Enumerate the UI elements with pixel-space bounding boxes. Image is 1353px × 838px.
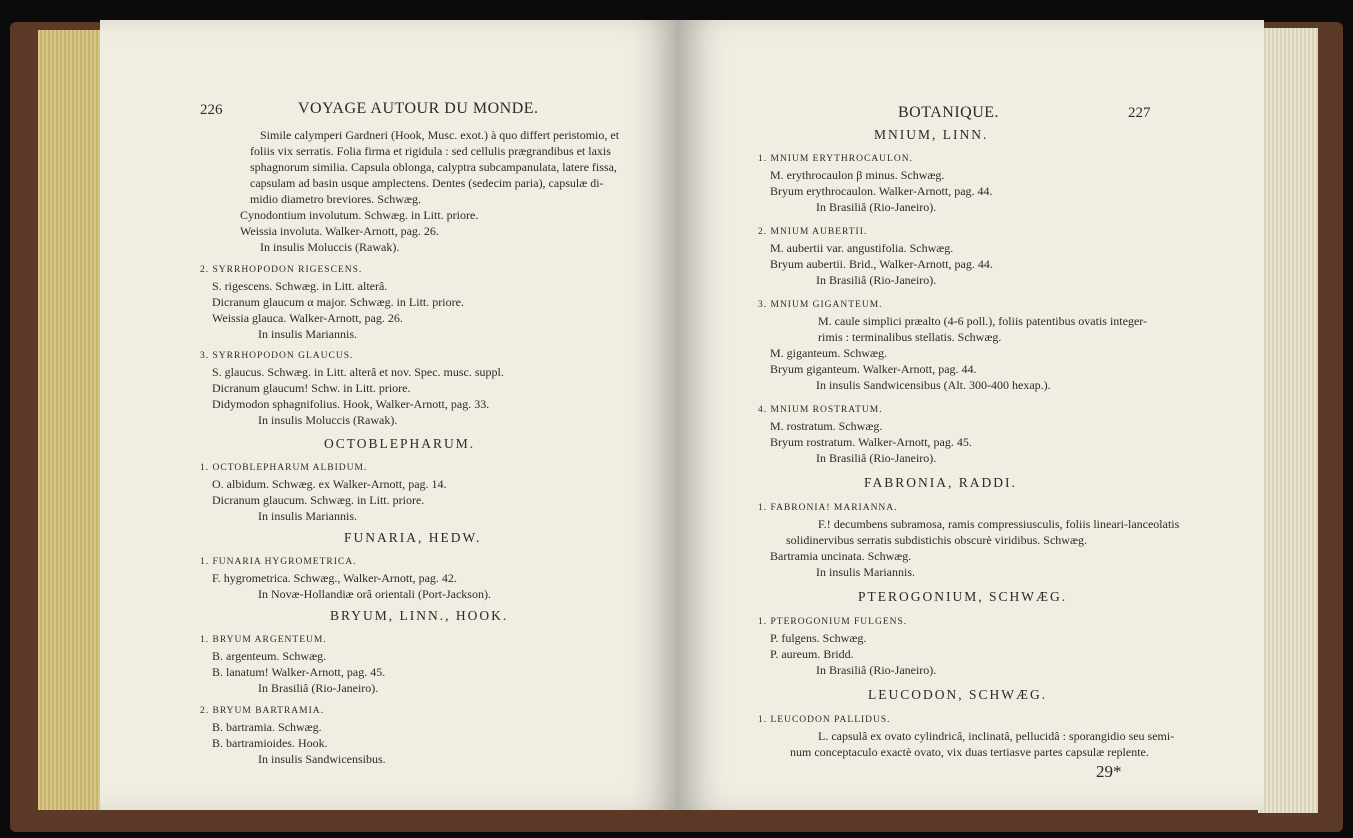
text-line: Cynodontium involutum. Schwæg. in Litt. priore. <box>240 208 479 222</box>
text-line: In insulis Moluccis (Rawak). <box>260 240 400 254</box>
signature-mark: 29* <box>1096 762 1122 781</box>
text-line: B. bartramioides. Hook. <box>212 736 328 750</box>
entry-heading: 3. SYRRHOPODON GLAUCUS. <box>200 351 354 361</box>
text-line: S. glaucus. Schwæg. in Litt. alterâ et nov. Spec. musc. suppl. <box>212 365 504 379</box>
text-line: foliis vix serratis. Folia firma et rigidula : sed cellulis prægrandibus et laxis <box>250 144 611 158</box>
section-title: BRYUM, LINN., HOOK. <box>330 608 509 623</box>
text-line: M. erythrocaulon β minus. Schwæg. <box>770 168 945 182</box>
left-page <box>100 20 678 810</box>
text-line: M. rostratum. Schwæg. <box>770 419 883 433</box>
entry-heading: 1. FABRONIA! MARIANNA. <box>758 503 898 513</box>
text-line: num conceptaculo exactè ovato, vix duas tertiasve partes capsulæ replente. <box>790 745 1149 759</box>
section-title: MNIUM, LINN. <box>874 127 989 142</box>
entry-heading: 1. OCTOBLEPHARUM ALBIDUM. <box>200 463 368 473</box>
text-line: Bryum giganteum. Walker-Arnott, pag. 44. <box>770 362 977 376</box>
text-line: solidinervibus serratis subdistichis obscurè viridibus. Schwæg. <box>786 533 1087 547</box>
page-number: 227 <box>1128 105 1151 121</box>
text-line: S. rigescens. Schwæg. in Litt. alterâ. <box>212 279 388 293</box>
section-title: FABRONIA, RADDI. <box>864 475 1017 490</box>
text-line: Bartramia uncinata. Schwæg. <box>770 549 912 563</box>
text-line: Simile calymperi Gardneri (Hook, Musc. exot.) à quo differt peristomio, et <box>260 128 620 142</box>
page-edges-right <box>1258 28 1318 813</box>
entry-heading: 4. MNIUM ROSTRATUM. <box>758 405 883 415</box>
page-number: 226 <box>200 102 223 118</box>
text-line: In Brasiliâ (Rio-Janeiro). <box>816 200 937 214</box>
text-line: P. fulgens. Schwæg. <box>770 631 867 645</box>
entry-heading: 1. PTEROGONIUM FULGENS. <box>758 617 908 627</box>
text-line: P. aureum. Bridd. <box>770 647 854 661</box>
section-title: OCTOBLEPHARUM. <box>324 436 476 451</box>
entry-heading: 2. SYRRHOPODON RIGESCENS. <box>200 265 363 275</box>
text-line: In insulis Mariannis. <box>816 565 915 579</box>
entry-heading: 1. BRYUM ARGENTEUM. <box>200 635 327 645</box>
text-line: In insulis Sandwicensibus (Alt. 300-400 hexap.). <box>816 378 1051 392</box>
text-line: In Brasiliâ (Rio-Janeiro). <box>816 273 937 287</box>
text-line: Dicranum glaucum. Schwæg. in Litt. priore. <box>212 493 425 507</box>
text-line: In insulis Moluccis (Rawak). <box>258 413 398 427</box>
text-line: Bryum rostratum. Walker-Arnott, pag. 45. <box>770 435 972 449</box>
text-line: Weissia involuta. Walker-Arnott, pag. 26. <box>240 224 439 238</box>
text-line: sphagnorum similia. Capsula oblonga, calyptra subcampanulata, latere fissa, <box>250 160 617 174</box>
text-line: In Novæ-Hollandiæ orâ orientali (Port-Jackson). <box>258 587 491 601</box>
text-line: In insulis Sandwicensibus. <box>258 752 386 766</box>
entry-heading: 2. MNIUM AUBERTII. <box>758 227 868 237</box>
text-line: M. giganteum. Schwæg. <box>770 346 887 360</box>
entry-heading: 1. LEUCODON PALLIDUS. <box>758 715 891 725</box>
text-line: F.! decumbens subramosa, ramis compressiusculis, foliis lineari-lanceolatis <box>818 517 1180 531</box>
text-line: In insulis Mariannis. <box>258 509 357 523</box>
running-header: VOYAGE AUTOUR DU MONDE. <box>298 100 539 117</box>
right-page <box>678 20 1264 810</box>
text-line: B. bartramia. Schwæg. <box>212 720 322 734</box>
text-line: Bryum erythrocaulon. Walker-Arnott, pag. 44. <box>770 184 993 198</box>
text-line: In Brasiliâ (Rio-Janeiro). <box>258 681 379 695</box>
text-line: B. argenteum. Schwæg. <box>212 649 327 663</box>
text-line: Didymodon sphagnifolius. Hook, Walker-Arnott, pag. 33. <box>212 397 490 411</box>
section-title: LEUCODON, SCHWÆG. <box>868 687 1048 702</box>
text-line: Bryum aubertii. Brid., Walker-Arnott, pag. 44. <box>770 257 993 271</box>
text-line: Weissia glauca. Walker-Arnott, pag. 26. <box>212 311 403 325</box>
text-line: O. albidum. Schwæg. ex Walker-Arnott, pag. 14. <box>212 477 447 491</box>
text-line: M. aubertii var. angustifolia. Schwæg. <box>770 241 954 255</box>
text-line: F. hygrometrica. Schwæg., Walker-Arnott, pag. 42. <box>212 571 457 585</box>
text-line: capsulam ad basin usque amplectens. Dentes (sedecim paria), capsulæ di- <box>250 176 604 190</box>
text-line: In Brasiliâ (Rio-Janeiro). <box>816 663 937 677</box>
entry-heading: 3. MNIUM GIGANTEUM. <box>758 300 883 310</box>
text-line: B. lanatum! Walker-Arnott, pag. 45. <box>212 665 386 679</box>
text-line: M. caule simplici præalto (4-6 poll.), foliis patentibus ovatis integer- <box>818 314 1148 328</box>
entry-heading: 2. BRYUM BARTRAMIA. <box>200 706 325 716</box>
entry-heading: 1. MNIUM ERYTHROCAULON. <box>758 154 913 164</box>
text-line: Dicranum glaucum α major. Schwæg. in Litt. priore. <box>212 295 464 309</box>
text-line: midio diametro breviores. Schwæg. <box>250 192 421 206</box>
text-line: Dicranum glaucum! Schw. in Litt. priore. <box>212 381 411 395</box>
section-title: PTEROGONIUM, SCHWÆG. <box>858 589 1068 604</box>
text-line: In Brasiliâ (Rio-Janeiro). <box>816 451 937 465</box>
section-title: FUNARIA, HEDW. <box>344 530 482 545</box>
page-edges-left <box>38 30 108 810</box>
text-line: rimis : terminalibus stellatis. Schwæg. <box>818 330 1002 344</box>
text-line: In insulis Mariannis. <box>258 327 357 341</box>
text-line: L. capsulâ ex ovato cylindricâ, inclinatâ, pellucidâ : sporangidio seu semi- <box>818 729 1175 743</box>
entry-heading: 1. FUNARIA HYGROMETRICA. <box>200 557 357 567</box>
running-header: BOTANIQUE. <box>898 104 1000 121</box>
